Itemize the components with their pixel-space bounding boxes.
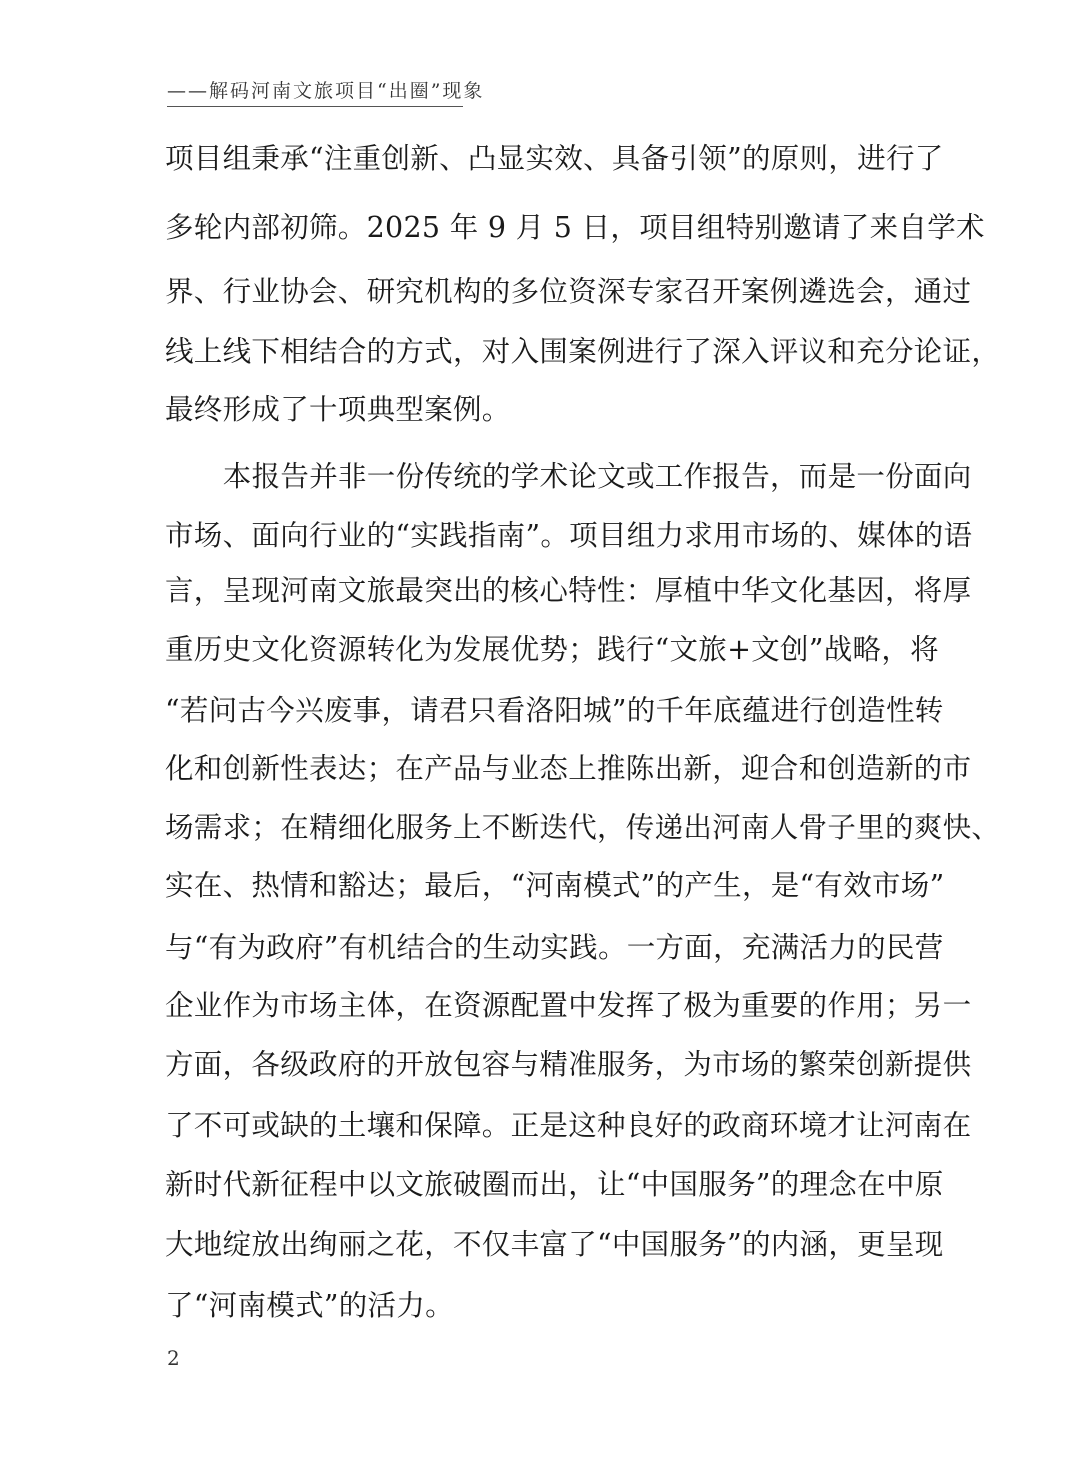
page-number: 2 [167,1346,180,1370]
body-line: 市场、面向行业的“实践指南”。项目组力求用市场的、媒体的语 [165,519,973,552]
body-line: 项目组秉承“注重创新、凸显实效、具备引领”的原则，进行了 [165,142,944,175]
body-line: 方面，各级政府的开放包容与精准服务，为市场的繁荣创新提供 [165,1048,972,1081]
running-header-title: ——解码河南文旅项目“出圈”现象 [167,80,485,102]
body-line: 本报告并非一份传统的学术论文或工作报告，而是一份面向 [194,460,972,493]
body-line: 大地绽放出绚丽之花，不仅丰富了“中国服务”的内涵，更呈现 [165,1228,944,1261]
body-line: 言，呈现河南文旅最突出的核心特性：厚植中华文化基因，将厚 [165,574,972,607]
body-line: 场需求；在精细化服务上不断迭代，传递出河南人骨子里的爽快、 [165,811,1001,844]
body-line: 新时代新征程中以文旅破圈而出，让“中国服务”的理念在中原 [165,1168,944,1201]
body-line: 重历史文化资源转化为发展优势；践行“文旅+文创”战略，将 [165,633,939,666]
header-divider [167,106,463,107]
body-line: 实在、热情和豁达；最后，“河南模式”的产生，是“有效市场” [165,869,945,902]
body-line: 与“有为政府”有机结合的生动实践。一方面，充满活力的民营 [165,931,944,964]
body-line: 企业作为市场主体，在资源配置中发挥了极为重要的作用；另一 [165,989,972,1022]
body-line: “若问古今兴废事，请君只看洛阳城”的千年底蕴进行创造性转 [165,694,944,727]
body-line: 多轮内部初筛。2025 年 9 月 5 日，项目组特别邀请了来自学术 [165,211,985,244]
body-line: 了“河南模式”的活力。 [165,1289,454,1322]
body-line: 最终形成了十项典型案例。 [165,393,511,426]
body-line: 界、行业协会、研究机构的多位资深专家召开案例遴选会，通过 [165,275,972,308]
body-line: 了不可或缺的土壤和保障。正是这种良好的政商环境才让河南在 [165,1109,972,1142]
body-line: 线上线下相结合的方式，对入围案例进行了深入评议和充分论证， [165,335,1001,368]
body-line: 化和创新性表达；在产品与业态上推陈出新，迎合和创造新的市 [165,752,972,785]
